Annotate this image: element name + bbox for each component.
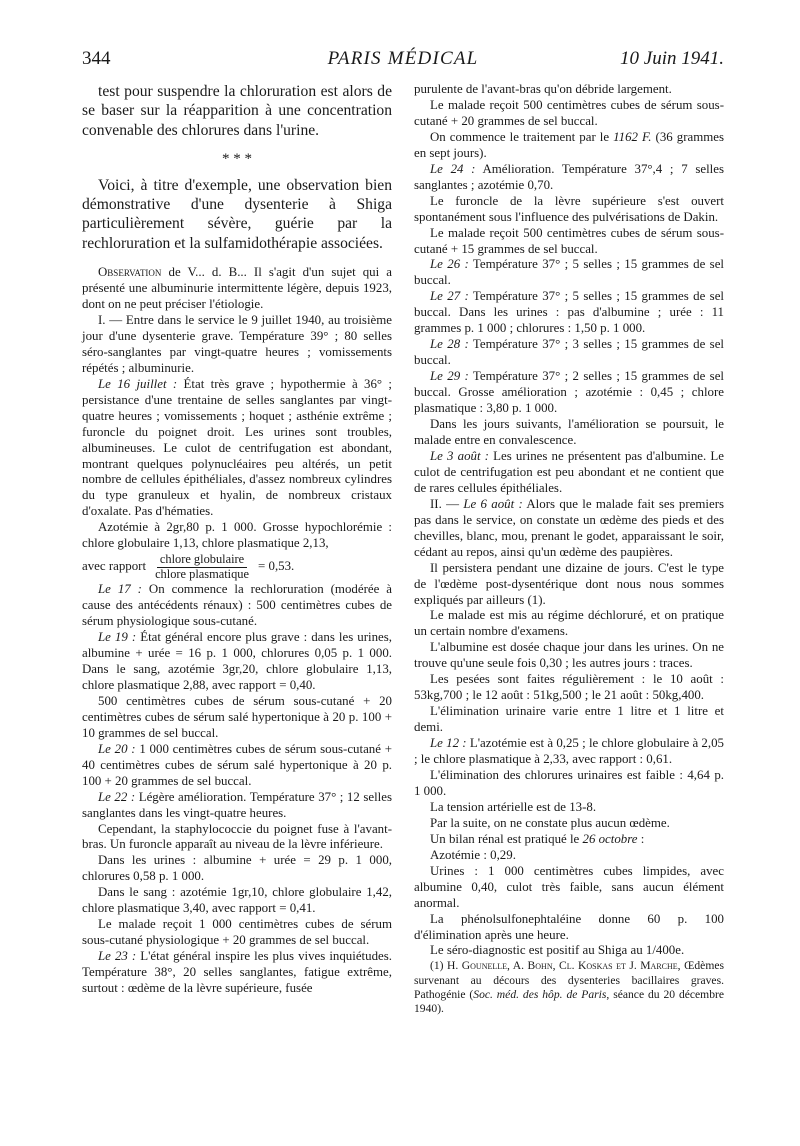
journal-title: PARIS MÉDICAL [327,48,479,69]
paragraph-p1: I. — Entre dans le service le 9 juillet 1940, au troisième jour d'une dysenterie grave. Température 39° ; 80 selles séro-sanglantes par vingt-quatre heures ; vomissements répétés ; albuminurie. [82,312,392,375]
paragraph-p3: Azotémie à 2gr,80 p. 1 000. Grosse hypochlorémie : chlore globulaire 1,13, chlore plasmatique 2,13, [82,520,392,551]
issue-date: 10 Juin 1941. [620,48,724,69]
separator-stars: * * * [222,150,252,167]
observation-paragraph [82,265,392,313]
paragraph-r9: Le 28 : Température 37° ; 3 selles ; 15 grammes de sel buccal. [414,337,724,368]
paragraph-p11: Dans le sang : azotémie 1gr,10, chlore globulaire 1,42, chlore plasmatique 3,40, avec rapport = 0,41. [82,885,392,916]
paragraph-r13: II. — Le 6 août : Alors que le malade fait ses premiers pas dans le service, on constate un œdème des pieds et des chevilles, blanc, mou, prenant le godet, apparaissant le soir, cédant au repos, ainsi qu'un œdème des paupières. [414,496,725,559]
paragraph-r19: Le 12 : L'azotémie est à 0,25 ; le chlore globulaire à 2,05 ; le chlore plasmatique à 2,33, avec rapport : 0,61. [414,736,724,767]
paragraph-r17: Les pesées sont faites régulièrement : le 10 août : 53kg,700 ; le 12 août : 51kg,500 ; le 21 août : 50kg,400. [414,672,724,703]
observation-text: de V... d. B... Il s'agit d'un sujet qui a présenté une albuminurie intermittente légère, depuis 1923, dont on ne peut préciser l'étiologie. [82,265,392,311]
section-separator [82,150,392,167]
paragraph-r8: Le 27 : Température 37° ; 5 selles ; 15 grammes de sel buccal. Dans les urines : pas d'albumine ; urée : 11 grammes p. 1 000 ; chlorures : 1,50 p. 1 000. [414,289,724,336]
ratio-formula [82,553,392,581]
paragraph-p10: Dans les urines : albumine + urée = 29 p. 1 000, chlorures 0,58 p. 1 000. [82,853,392,884]
paragraph-r21: La tension artérielle est de 13-8. [430,799,597,814]
paragraph-r1: purulente de l'avant-bras qu'on débride largement. [414,82,672,96]
paragraph-r24: Azotémie : 0,29. [430,847,516,862]
paragraph-p2: Le 16 juillet : État très grave ; hypothermie à 36° ; persistance d'une trentaine de selles sanglantes par vingt-quatre heures ; vomissements ; hoquet ; asthénie extrême ; furoncle du poignet droit. Les urines sont troubles, albumineuses. Le culot de centrifugation est abondant, montrant quelques polynucléaires peu altérés, un petit nombre de cellules épithéliales, d'assez nombreux cylindres du type granuleux et hyalin, de nombreux cristaux d'oxalate. Pas d'hématies. [82,376,392,519]
paragraph-r15: Le malade est mis au régime déchloruré, et on pratique un certain nombre d'examens. [414,608,724,639]
ratio-denominator: chlore plasmatique [155,566,249,581]
paragraph-p8: Le 22 : Légère amélioration. Température 37° ; 12 selles sanglantes dans les vingt-quatre heures. [82,789,392,820]
intro-paragraph: test pour suspendre la chloruration est alors de se baser sur la réapparition à une concentration convenable des chlorures dans l'urine. [82,83,392,139]
paragraph-p12: Le malade reçoit 1 000 centimètres cubes de sérum sous-cutané physiologique + 20 grammes de sel buccal. [82,917,392,948]
paragraph-r22: Par la suite, on ne constate plus aucun œdème. [430,815,670,830]
lead-paragraph: Voici, à titre d'exemple, une observation bien démonstrative d'une dysenterie à Shiga particulièrement sévère, guérie par la rechloruration et la sulfamidothérapie associées. [82,176,392,252]
paragraph-r3: On commence le traitement par le 1162 F. (36 grammes en sept jours). [414,129,725,160]
paragraph-r5: Le furoncle de la lèvre supérieure s'est ouvert spontanément sous l'influence des pulvérisations de Dakin. [414,193,724,224]
paragraph-p4: Le 17 : On commence la rechloruration (modérée à cause des antécédents rénaux) : 500 centimètres cubes de sérum physiologique sous-cutané. [82,582,392,629]
paragraph-r2: Le malade reçoit 500 centimètres cubes de sérum sous-cutané + 20 grammes de sel buccal. [414,97,724,128]
left-column [82,82,392,997]
paragraph-r10: Le 29 : Température 37° ; 2 selles ; 15 grammes de sel buccal. Grosse amélioration ; azotémie : 0,45 ; chlore plasmatique : 3,80 p. 1 000. [414,369,724,416]
paragraph-r12: Le 3 août : Les urines ne présentent pas d'albumine. Le culot de centrifugation est peu abondant et ne contient que de rares cellules épithéliales. [414,448,724,495]
page-number: 344 [82,48,111,69]
paragraph-r26: La phénolsulfonephtaléine donne 60 p. 100 d'élimination après une heure. [414,911,724,942]
paragraph-r4: Le 24 : Amélioration. Température 37°,4 ; 7 selles sanglantes ; azotémie 0,70. [414,161,724,192]
paragraph-r6: Le malade reçoit 500 centimètres cubes de sérum sous-cutané + 15 grammes de sel buccal. [414,225,724,256]
right-column [414,82,724,1016]
paragraph-r18: L'élimination urinaire varie entre 1 litre et 1 litre et demi. [414,704,724,735]
paragraph-r16: L'albumine est dosée chaque jour dans les urines. On ne trouve qu'une seule fois 0,30 ; les autres jours : traces. [414,640,724,671]
footnote: (1) H. Gounelle, A. Bohn, Cl. Koskas et J. Marche, Œdèmes survenant au décours des dysenteries bacillaires graves. Pathogénie (Soc. méd. des hôp. de Paris, séance du 20 décembre 1940). [414,959,725,1016]
paragraph-r14: Il persistera pendant une dizaine de jours. C'est le type de l'œdème post-dysentérique dont nous nous sommes expliqués par ailleurs (1). [414,560,724,607]
ratio-label: avec rapport [82,559,147,574]
ratio-numerator: chlore globulaire [157,553,247,568]
footnote-source: Soc. méd. des hôp. de Paris [473,987,607,1001]
paragraph-r23: Un bilan rénal est pratiqué le 26 octobre : [430,831,645,846]
paragraph-p13: Le 23 : L'état général inspire les plus vives inquiétudes. Température 38°, 20 selles sanglantes, fatigue extrême, surtout : œdème de la lèvre supérieure, fusée [82,949,392,996]
paragraph-r20: L'élimination des chlorures urinaires est faible : 4,64 p. 1 000. [414,767,724,798]
paragraph-p7: Le 20 : 1 000 centimètres cubes de sérum sous-cutané + 40 centimètres cubes de sérum salé hypertonique à 20 p. 100 + 20 grammes de sel buccal. [82,741,392,788]
ratio-fraction [152,553,252,581]
paragraph-p9: Cependant, la staphylococcie du poignet fuse à l'avant-bras. Un furoncle apparaît au niveau de la lèvre inférieure. [82,821,392,852]
paragraph-r11: Dans les jours suivants, l'amélioration se poursuit, le malade entre en convalescence. [414,417,724,447]
paragraph-p5: Le 19 : État général encore plus grave : dans les urines, albumine + urée = 16 p. 1 000, chlorures 0,05 p. 1 000. Dans le sang, azotémie 3gr,20, chlore globulaire 1,13, chlore plasmatique 2,88, avec rapport = 0,40. [82,630,392,692]
paragraph-r27: Le séro-diagnostic est positif au Shiga au 1/400e. [430,943,685,958]
ratio-value: = 0,53. [258,559,295,574]
paragraph-r7: Le 26 : Température 37° ; 5 selles ; 15 grammes de sel buccal. [414,257,724,288]
paragraph-p6: 500 centimètres cubes de sérum sous-cutané + 20 centimètres cubes de sérum salé hypertonique à 20 p. 100 + 10 grammes de sel buccal. [82,693,392,740]
footnote-authors: H. Gounelle, A. Bohn, Cl. Koskas et J. Marche, [447,959,681,973]
page-header [82,48,724,74]
paragraph-r25: Urines : 1 000 centimètres cubes limpides, avec albumine 0,40, culot très faible, sans aucun élément anormal. [414,863,724,910]
observation-label: Observation [98,265,162,280]
